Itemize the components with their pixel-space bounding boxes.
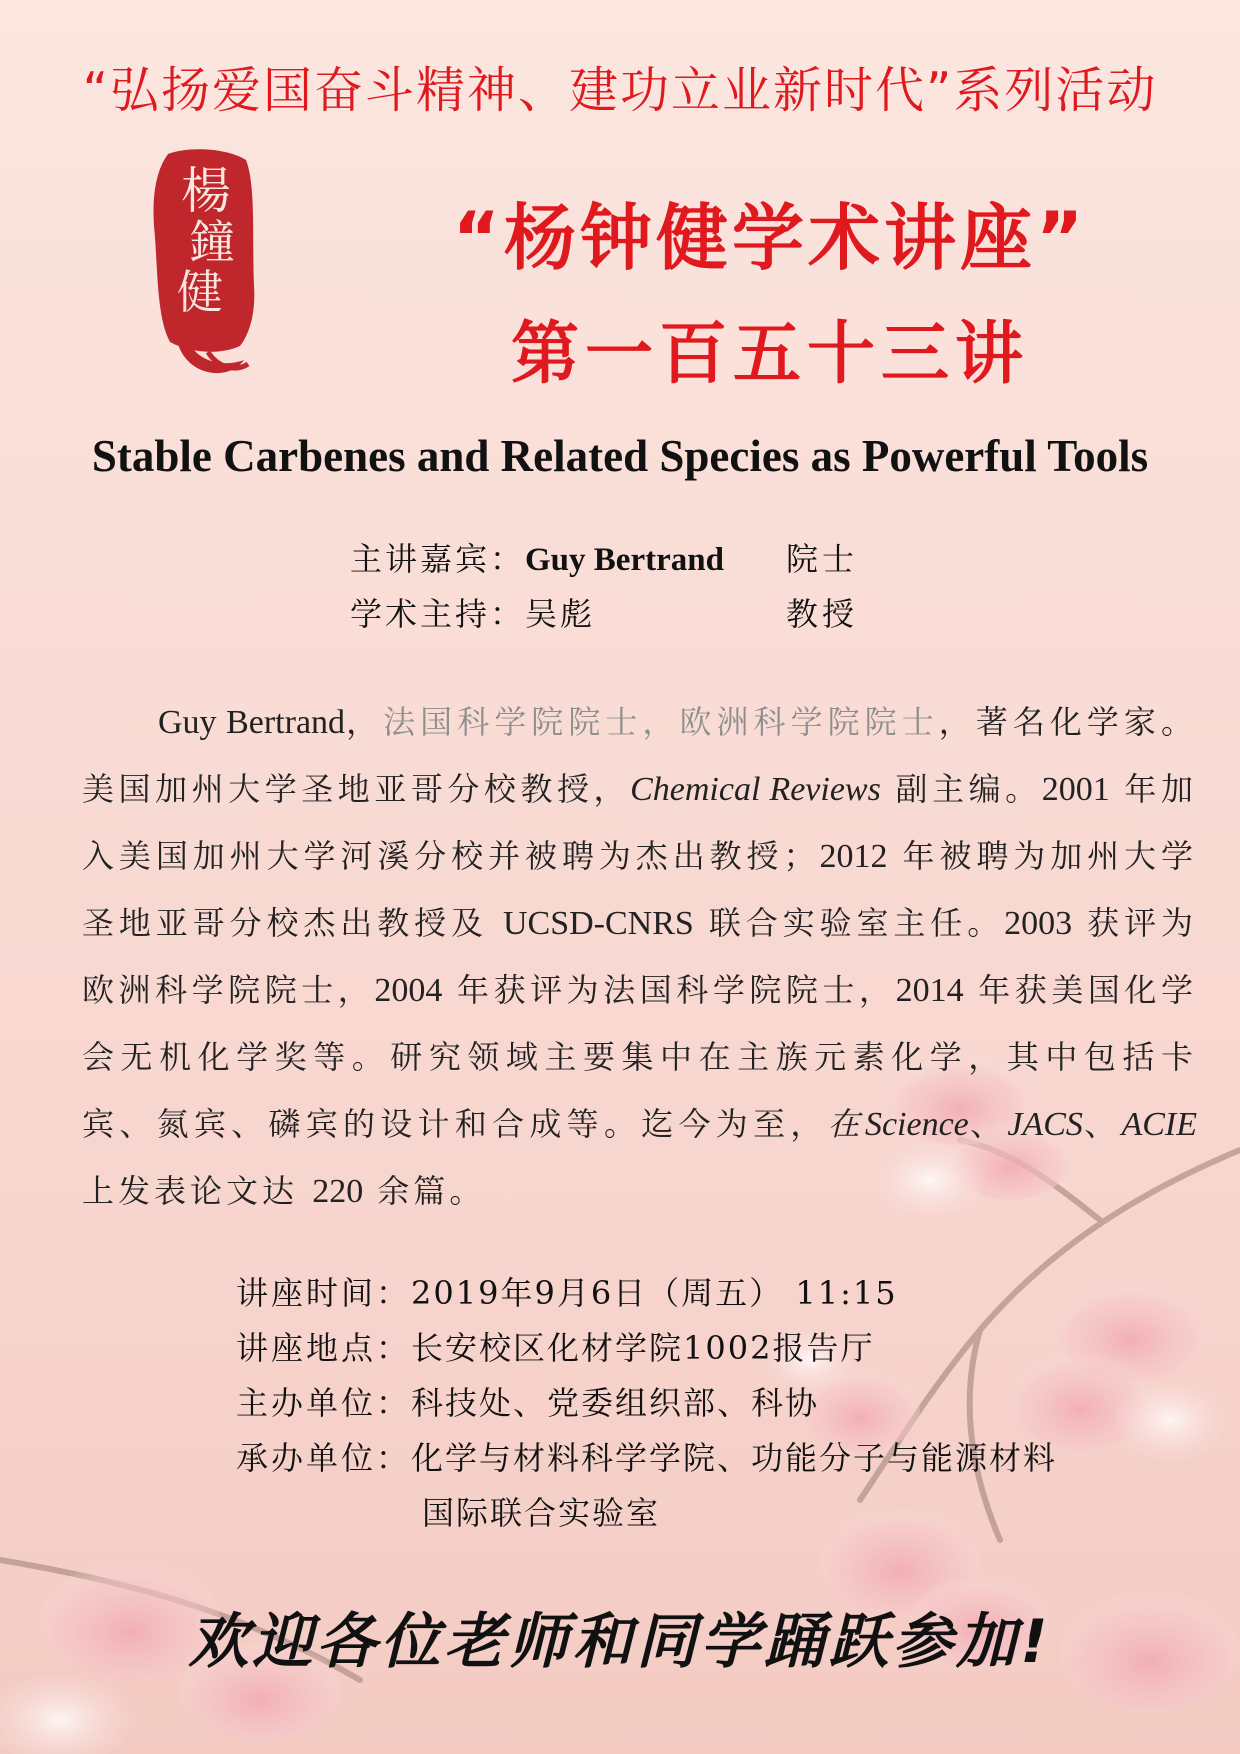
bio-year: 2001 [1041, 771, 1110, 808]
bio-text: 在 [827, 1105, 865, 1143]
bio-sep: 、 [1082, 1105, 1122, 1143]
bio-honors: 法国科学院院士，欧洲科学院院士 [383, 703, 939, 741]
bio-paper-count: 220 [312, 1173, 364, 1210]
bio-name: Guy Bertrand [158, 704, 346, 741]
event-details [236, 1266, 1057, 1541]
svg-text:鐘: 鐘 [189, 215, 235, 269]
place-label: 讲座地点： [236, 1329, 412, 1367]
bio-journal: Chemical Reviews [630, 771, 881, 808]
welcome-banner: 欢迎各位老师和同学踊跃参加! [188, 1607, 1052, 1677]
bio-text: 年加入美国加州大学河溪分校并被聘为杰出教授； [82, 770, 1197, 875]
speaker-bio [82, 689, 1197, 1225]
host-label: 学术主持： [350, 595, 526, 633]
time-label: 讲座时间： [236, 1274, 412, 1312]
host-row [350, 587, 859, 642]
organizer-row [236, 1376, 1057, 1431]
main-title: “杨钟健学术讲座” [452, 196, 1088, 280]
speaker-title: 院士 [786, 540, 859, 578]
svg-text:健: 健 [177, 265, 223, 319]
series-title: “弘扬爱国奋斗精神、建功立业新时代”系列活动 [82, 62, 1158, 119]
bio-text: 年获美国化学会无机化学奖等。研究领域主要集中在主族元素化学，其中包括卡宾、氮宾、磷宾的设计和合成等。迄今为至， [82, 971, 1197, 1143]
speaker-row [350, 532, 859, 587]
time-value: 2019年9月6日（周五） 11:15 [411, 1274, 898, 1312]
bio-journal-jacs: JACS [1007, 1106, 1083, 1143]
host-name: 吴彪 [525, 595, 596, 633]
bio-text: 联合实验室主任。 [693, 904, 1005, 942]
speaker-label: 主讲嘉宾： [350, 540, 526, 578]
bio-text: 年被聘为加州大学圣地亚哥分校杰出教授及 [82, 837, 1197, 942]
co-organizer-row [236, 1431, 1057, 1486]
english-title: Stable Carbenes and Related Species as Powerful Tools [91, 431, 1149, 481]
bio-text: 副主编。 [880, 770, 1042, 808]
organizer-label: 主办单位： [236, 1384, 412, 1422]
bio-year: 2014 [895, 972, 964, 1009]
bio-text: 获评为欧洲科学院院士， [82, 904, 1197, 1009]
svg-text:楊: 楊 [181, 162, 231, 220]
co-organizer-value-2: 国际联合实验室 [422, 1494, 661, 1532]
lecture-number: 第一百五十三讲 [510, 315, 1029, 394]
co-organizer-row-cont [236, 1486, 1057, 1541]
time-row [236, 1266, 1057, 1321]
people-block [350, 532, 859, 642]
bio-year: 2004 [374, 972, 443, 1009]
co-organizer-label: 承办单位： [236, 1439, 412, 1477]
bio-year: 2012 [819, 838, 888, 875]
bio-year: 2003 [1004, 905, 1073, 942]
bio-sep: ， [345, 703, 384, 741]
bio-text: 余篇。 [363, 1172, 486, 1210]
speaker-name: Guy Bertrand [525, 542, 724, 578]
bio-sep: 、 [968, 1105, 1008, 1143]
bio-text: 年获评为法国科学院院士， [442, 971, 896, 1009]
organizer-value: 科技处、党委组织部、科协 [411, 1384, 820, 1422]
co-organizer-value: 化学与材料科学学院、功能分子与能源材料 [411, 1439, 1058, 1477]
host-title: 教授 [786, 595, 859, 633]
name-seal-stamp [148, 146, 258, 386]
bio-text: 上发表论文达 [82, 1172, 313, 1210]
bio-text: ，著名化学家。美国加州大学圣地亚哥分校教授， [82, 703, 1197, 808]
bio-lab: UCSD-CNRS [502, 905, 694, 942]
place-row [236, 1321, 1057, 1376]
bio-journal-acie: ACIE [1121, 1106, 1197, 1143]
bio-journal-science: Science [864, 1106, 969, 1143]
place-value: 长安校区化材学院1002报告厅 [411, 1329, 875, 1367]
